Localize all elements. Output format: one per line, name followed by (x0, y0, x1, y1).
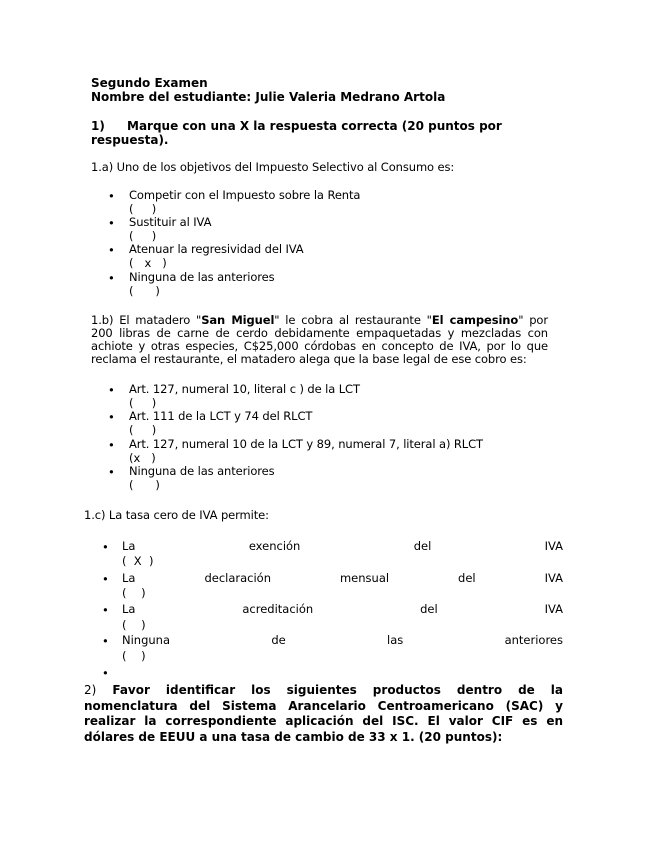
question-1b-part: " por 200 libras de carne de cerdo debidamente empaquetadas y mezcladas con achiote y otras especies, C$25,000 córdobas en concepto de IVA, por lo que reclama el restaurante, el matadero alega que la base legal de ese cobro es: (91, 313, 548, 366)
student-label: Nombre del estudiante: (91, 90, 252, 104)
option-1b-2: Art. 111 de la LCT y 74 del RLCT (129, 409, 313, 423)
question-1-text: Marque con una X la respuesta correcta (20 puntos por respuesta). (91, 119, 502, 147)
option-word: acreditación (242, 602, 314, 616)
option-word: las (387, 633, 404, 647)
answer-box-1b-2[interactable]: ( ) (129, 423, 157, 437)
slaughterhouse-name: San Miguel (201, 313, 275, 327)
question-1c-text: 1.c) La tasa cero de IVA permite: (84, 508, 269, 522)
question-1-title (91, 119, 521, 147)
option-word: mensual (339, 571, 390, 585)
bullet: • (108, 410, 115, 424)
answer-box-1c-2[interactable]: ( ) (122, 586, 146, 600)
bullet: • (108, 271, 115, 285)
bullet: • (108, 438, 115, 452)
option-1c-1 (122, 540, 563, 554)
bullet: • (108, 189, 115, 203)
answer-box-1c-3[interactable]: ( ) (122, 618, 146, 632)
option-word: IVA (544, 539, 563, 553)
option-1a-1: Competir con el Impuesto sobre la Renta (129, 188, 361, 202)
answer-box-1b-1[interactable]: ( ) (129, 396, 157, 410)
answer-box-1c-4[interactable]: ( ) (122, 649, 146, 663)
option-word: Ninguna (122, 633, 171, 647)
option-word: del (420, 602, 438, 616)
question-1b-part: 1.b) El matadero " (91, 313, 202, 327)
restaurant-name: El campesino (431, 313, 519, 327)
bullet: • (102, 634, 109, 648)
answer-box-1a-4[interactable]: ( ) (129, 284, 160, 298)
empty-bullet: • (102, 666, 109, 680)
option-word: anteriores (504, 633, 563, 647)
option-word: de (271, 633, 286, 647)
bullet: • (108, 383, 115, 397)
question-1b-part: " le cobra al restaurante " (274, 313, 432, 327)
bullet: • (102, 603, 109, 617)
question-2-number: 2) (84, 683, 97, 697)
answer-box-1c-1[interactable]: ( X ) (122, 554, 154, 568)
option-word: La (122, 602, 136, 616)
question-1-number: 1) (91, 119, 105, 133)
option-word: del (458, 571, 476, 585)
bullet: • (108, 216, 115, 230)
option-1b-4: Ninguna de las anteriores (129, 464, 275, 478)
option-1b-1: Art. 127, numeral 10, literal c ) de la LCT (129, 382, 360, 396)
student-line (91, 90, 445, 104)
option-1c-3 (122, 603, 563, 617)
answer-box-1b-3[interactable]: (x ) (129, 451, 156, 465)
bullet: • (102, 540, 109, 554)
answer-box-1a-2[interactable]: ( ) (129, 229, 157, 243)
question-2-text (84, 683, 563, 745)
option-word: exención (248, 539, 301, 553)
bullet: • (108, 465, 115, 479)
answer-box-1b-4[interactable]: ( ) (129, 478, 160, 492)
option-1b-3: Art. 127, numeral 10 de la LCT y 89, numeral 7, literal a) RLCT (129, 437, 483, 451)
exam-title: Segundo Examen (91, 76, 208, 90)
question-1a-text: 1.a) Uno de los objetivos del Impuesto Selectivo al Consumo es: (91, 160, 455, 174)
bullet: • (108, 243, 115, 257)
question-2-body: Favor identificar los siguientes productos dentro de la nomenclatura del Sistema Arancelario Centroamericano (SAC) y realizar la correspondiente aplicación del ISC. El valor CIF es en dólares de EEUU a una tasa de cambio de 33 x 1. (20 puntos): (84, 683, 563, 744)
bullet: • (102, 572, 109, 586)
option-1c-4 (122, 634, 563, 648)
option-word: declaración (204, 571, 271, 585)
option-word: del (413, 539, 432, 553)
option-1a-3: Atenuar la regresividad del IVA (129, 242, 304, 256)
option-word: IVA (544, 571, 563, 585)
answer-box-1a-1[interactable]: ( ) (129, 202, 157, 216)
option-1a-2: Sustituir al IVA (129, 215, 212, 229)
answer-box-1a-3[interactable]: ( x ) (129, 256, 167, 270)
question-1b-text (91, 314, 548, 366)
option-word: La (122, 539, 136, 553)
option-word: IVA (544, 602, 563, 616)
student-name: Julie Valeria Medrano Artola (255, 90, 446, 104)
option-1a-4: Ninguna de las anteriores (129, 270, 275, 284)
option-1c-2 (122, 572, 563, 586)
option-word: La (122, 571, 136, 585)
